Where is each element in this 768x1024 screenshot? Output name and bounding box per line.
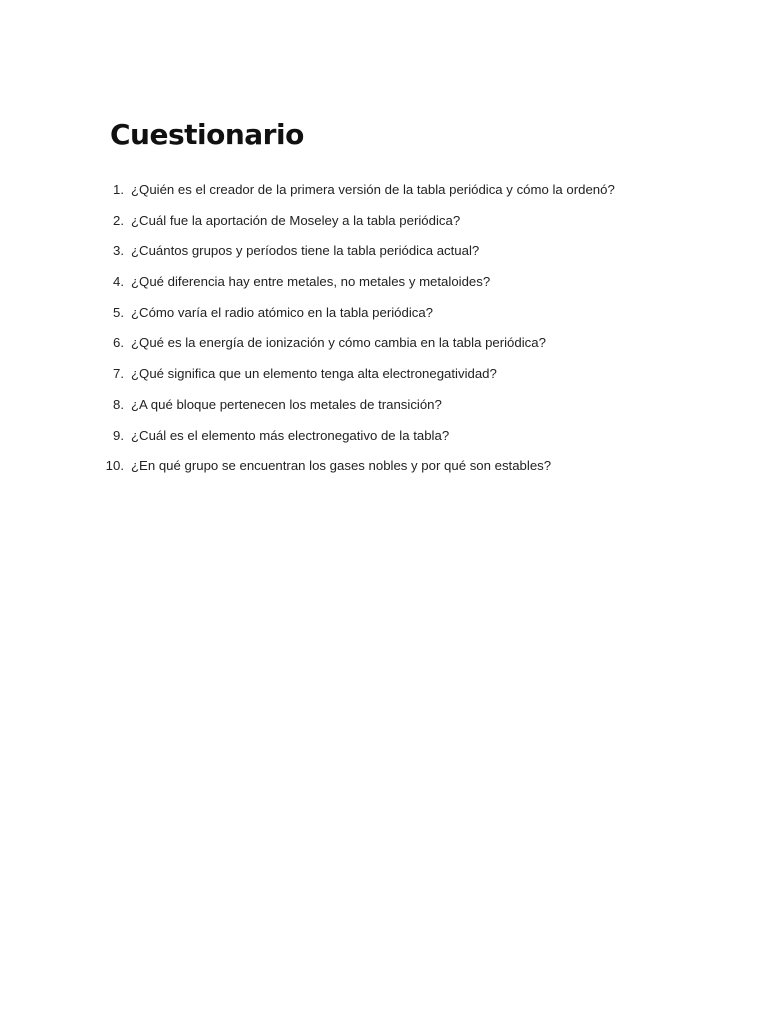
question-item bbox=[104, 305, 704, 336]
question-number: 2. bbox=[113, 212, 124, 228]
question-item bbox=[104, 274, 704, 305]
question-number: 7. bbox=[113, 366, 124, 382]
question-text: ¿Cómo varía el radio atómico en la tabla periódica? bbox=[131, 304, 434, 320]
question-number: 1. bbox=[113, 182, 124, 197]
question-number: 9. bbox=[113, 427, 124, 443]
question-text: ¿Qué significa que un elemento tenga alta electronegatividad? bbox=[131, 366, 497, 382]
question-item bbox=[104, 366, 704, 397]
question-item bbox=[104, 213, 704, 244]
question-item bbox=[104, 243, 704, 274]
question-number: 6. bbox=[113, 335, 124, 351]
question-list bbox=[104, 182, 704, 489]
question-text: ¿Cuántos grupos y períodos tiene la tabla periódica actual? bbox=[131, 243, 480, 259]
question-number: 8. bbox=[113, 396, 124, 412]
question-item bbox=[104, 397, 704, 428]
question-text: ¿Cuál fue la aportación de Moseley a la tabla periódica? bbox=[131, 212, 461, 228]
question-item bbox=[104, 182, 704, 213]
question-item bbox=[104, 335, 704, 366]
question-text: ¿En qué grupo se encuentran los gases nobles y por qué son estables? bbox=[131, 458, 552, 474]
question-text: ¿Quién es el creador de la primera versión de la tabla periódica y cómo la ordenó? bbox=[131, 182, 615, 197]
page-title: Cuestionario bbox=[110, 118, 304, 151]
question-text: ¿Qué es la energía de ionización y cómo cambia en la tabla periódica? bbox=[131, 335, 546, 351]
question-number: 5. bbox=[113, 304, 124, 320]
question-text: ¿Cuál es el elemento más electronegativo de la tabla? bbox=[131, 427, 450, 443]
question-text: ¿A qué bloque pertenecen los metales de transición? bbox=[131, 396, 442, 412]
question-item bbox=[104, 458, 704, 489]
question-number: 3. bbox=[113, 243, 124, 259]
question-number: 10. bbox=[105, 458, 124, 474]
question-item bbox=[104, 428, 704, 459]
question-text: ¿Qué diferencia hay entre metales, no metales y metaloides? bbox=[131, 274, 491, 290]
question-number: 4. bbox=[113, 274, 124, 290]
